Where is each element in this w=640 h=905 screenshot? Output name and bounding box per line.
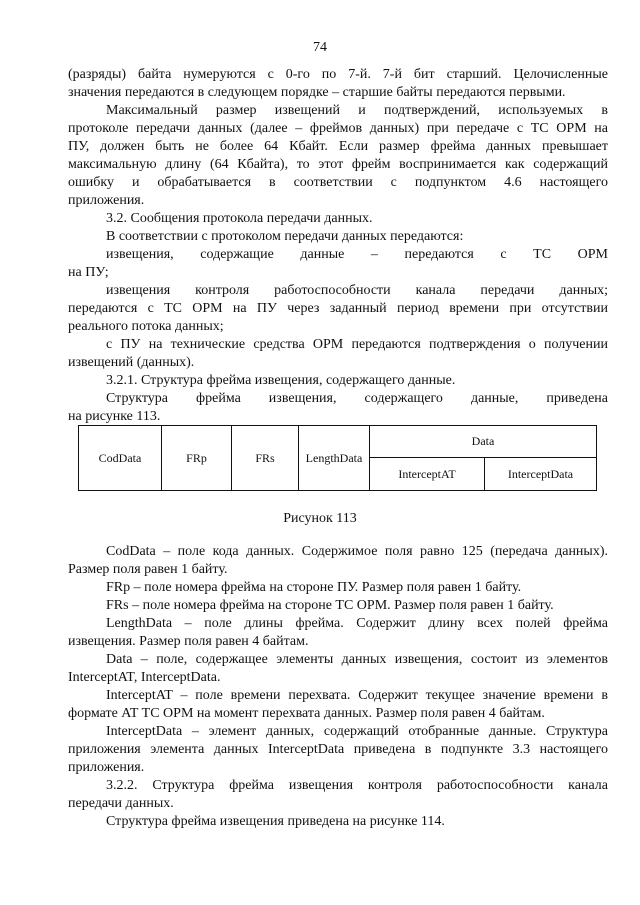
text-line: InterceptData – элемент данных, содержащий отобранные данные. Структура bbox=[106, 724, 608, 739]
text-line: на рисунке 113. bbox=[68, 409, 161, 424]
field-data: Data bbox=[370, 426, 596, 458]
text-line: приложения. bbox=[68, 760, 145, 775]
figure-caption: Рисунок 113 bbox=[283, 511, 357, 526]
text-line: CodData – поле кода данных. Содержимое поля равно 125 (передача данных). bbox=[106, 544, 608, 559]
text-line: ПУ, должен быть не более 64 Кбайт. Если размер фрейма данных превышает bbox=[68, 139, 608, 154]
text-line: с ПУ на технические средства ОРМ передаются подтверждения о получении bbox=[106, 337, 608, 352]
text-line: реального потока данных; bbox=[68, 319, 224, 334]
text-line: InterceptAT, InterceptData. bbox=[68, 670, 221, 685]
text-line: ошибку и обрабатывается в соответствии с подпунктом 4.6 настоящего bbox=[68, 175, 608, 190]
text-line: формате AT ТС ОРМ на момент перехвата данных. Размер поля равен 4 байтам. bbox=[68, 706, 545, 721]
text-line: максимальную длину (64 Кбайта), то этот фрейм воспринимается как содержащий bbox=[68, 157, 608, 172]
text-line: Data – поле, содержащее элементы данных извещения, состоит из элементов bbox=[106, 652, 608, 667]
text-line: LengthData – поле длины фрейма. Содержит длину всех полей фрейма bbox=[106, 616, 608, 631]
text-line: приложения элемента данных InterceptData приведена в подпункте 3.3 настоящего bbox=[68, 742, 608, 757]
text-line: Структура фрейма извещения приведена на рисунке 114. bbox=[106, 814, 445, 829]
field-frp: FRp bbox=[162, 426, 232, 490]
section-heading: 3.2. Сообщения протокола передачи данных. bbox=[106, 211, 373, 226]
section-heading: 3.2.1. Структура фрейма извещения, содержащего данные. bbox=[106, 373, 456, 388]
text-line: приложения. bbox=[68, 193, 145, 208]
text-line: В соответствии с протоколом передачи данных передаются: bbox=[106, 229, 464, 244]
text-line: (разряды) байта нумеруются с 0-го по 7-й. 7-й бит старший. Целочисленные bbox=[68, 67, 608, 82]
page-number: 74 bbox=[313, 40, 327, 55]
text-line: извещения. Размер поля равен 4 байтам. bbox=[68, 634, 309, 649]
text-line: протоколе передачи данных (далее – фреймов данных) при передаче с ТС ОРМ на bbox=[68, 121, 608, 136]
text-line: InterceptAT – поле времени перехвата. Содержит текущее значение времени в bbox=[106, 688, 608, 703]
field-coddata: CodData bbox=[79, 426, 162, 490]
text-line: передаются с ТС ОРМ на ПУ через заданный период времени при отсутствии bbox=[68, 301, 608, 316]
section-heading: передачи данных. bbox=[68, 796, 174, 811]
field-frs: FRs bbox=[232, 426, 299, 490]
text-line: извещения контроля работоспособности канала передачи данных; bbox=[106, 283, 608, 298]
text-line: Структура фрейма извещения, содержащего данные, приведена bbox=[106, 391, 608, 406]
text-line: FRp – поле номера фрейма на стороне ПУ. Размер поля равен 1 байту. bbox=[106, 580, 522, 595]
text-line: извещения, содержащие данные – передаются с ТС ОРМ bbox=[106, 247, 608, 262]
text-line: Максимальный размер извещений и подтверждений, используемых в bbox=[106, 103, 608, 118]
text-line: Размер поля равен 1 байту. bbox=[68, 562, 228, 577]
field-interceptdata: InterceptData bbox=[507, 466, 574, 481]
text-line: значения передаются в следующем порядке – старшие байты передаются первыми. bbox=[68, 85, 566, 100]
field-interceptat: InterceptAT bbox=[370, 458, 485, 490]
text-line: FRs – поле номера фрейма на стороне ТС ОРМ. Размер поля равен 1 байту. bbox=[106, 598, 554, 613]
text-line: извещений (данных). bbox=[68, 355, 195, 370]
section-heading: 3.2.2. Структура фрейма извещения контроля работоспособности канала bbox=[106, 778, 608, 793]
frame-structure-figure bbox=[78, 425, 597, 491]
field-lengthdata: LengthData bbox=[299, 426, 370, 490]
text-line: на ПУ; bbox=[68, 265, 109, 280]
